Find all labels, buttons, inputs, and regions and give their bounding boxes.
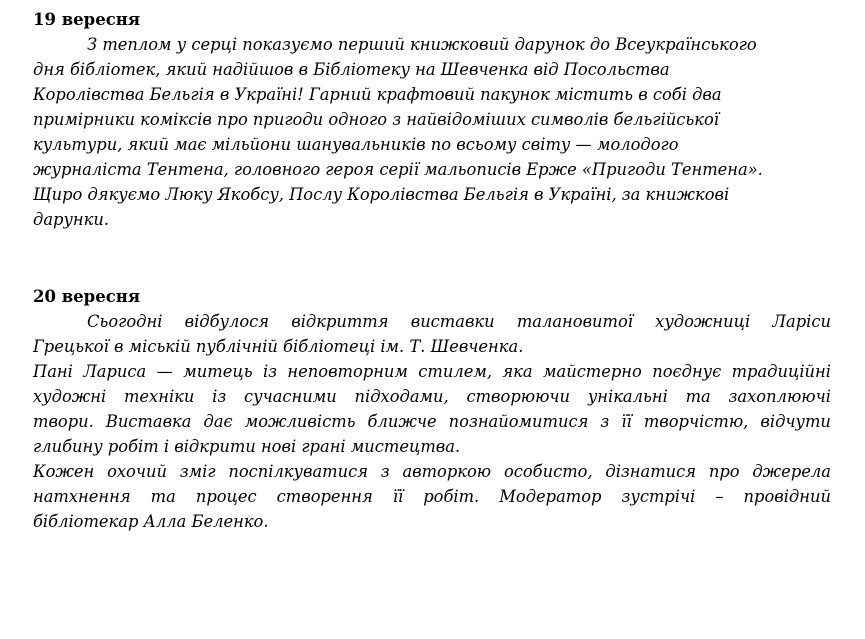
word: відбулося — [184, 312, 270, 331]
entry-text-line — [33, 384, 831, 409]
word: зміг — [179, 462, 216, 481]
word: захоплюючі — [728, 387, 831, 406]
entry-date: 20 вересня — [33, 287, 141, 306]
word: Ларіси — [772, 312, 831, 331]
entry-text-line — [33, 409, 831, 434]
word: із — [262, 362, 278, 381]
word: відчути — [760, 412, 831, 431]
entry-text-line: культури, який має мільйони шанувальників по всьому світу — молодого — [33, 135, 679, 154]
word: охочий — [107, 462, 167, 481]
word: з — [600, 412, 610, 431]
word: майстерно — [543, 362, 642, 381]
word: художниці — [655, 312, 751, 331]
word: та — [150, 487, 176, 506]
word: зустрічі — [621, 487, 696, 506]
word: познайомитися — [448, 412, 589, 431]
word: митець — [183, 362, 253, 381]
entry-text-line: глибину робіт і відкрити нові грані мистецтва. — [33, 437, 461, 456]
word: Виставка — [105, 412, 192, 431]
word: натхнення — [33, 487, 131, 506]
news-entry-sep-20 — [33, 284, 831, 534]
entry-text-line: журналіста Тентена, головного героя серії мальописів Ерже «Пригоди Тентена». — [33, 160, 763, 179]
word: ближче — [367, 412, 437, 431]
word: Кожен — [33, 462, 95, 481]
word: традиційні — [731, 362, 831, 381]
word: яка — [502, 362, 533, 381]
entry-text-line — [33, 459, 831, 484]
word: талановитої — [516, 312, 633, 331]
news-entry-sep-19 — [33, 7, 831, 232]
word: поєднує — [652, 362, 722, 381]
word: процес — [195, 487, 257, 506]
word: джерела — [752, 462, 831, 481]
word: з — [380, 462, 390, 481]
entry-text-line: бібліотекар Алла Беленко. — [33, 512, 269, 531]
entry-text-line: Грецької в міській публічній бібліотеці ім. Т. Шевченка. — [33, 337, 524, 356]
word: унікальні — [587, 387, 668, 406]
word: із — [212, 387, 227, 406]
entry-text-line — [33, 309, 831, 334]
word: можливість — [244, 412, 356, 431]
word: Пані — [33, 362, 73, 381]
word: художні — [33, 387, 107, 406]
entry-text-line: Королівства Бельгія в Україні! Гарний крафтовий пакунок містить в собі два — [33, 85, 722, 104]
word: творчістю, — [643, 412, 749, 431]
entry-text-line — [33, 484, 831, 509]
word: про — [708, 462, 740, 481]
entry-text-line: Щиро дякуємо Люку Якобсу, Послу Королівства Бельгія в Україні, за книжкові — [33, 185, 730, 204]
word: виставки — [410, 312, 495, 331]
word: — — [156, 362, 173, 381]
word: техніки — [123, 387, 195, 406]
word: робіт. — [423, 487, 480, 506]
entry-text-line: дарунки. — [33, 210, 110, 229]
word: особисто, — [503, 462, 593, 481]
word: дізнатися — [605, 462, 697, 481]
word: поспілкуватися — [228, 462, 368, 481]
word: авторкою — [402, 462, 492, 481]
word: її — [621, 412, 632, 431]
word: створюючи — [466, 387, 571, 406]
word: створення — [276, 487, 373, 506]
word: підходами, — [354, 387, 449, 406]
entry-text-line: З теплом у серці показуємо перший книжковий дарунок до Всеукраїнського — [87, 35, 757, 54]
word: провідний — [743, 487, 831, 506]
word: та — [685, 387, 711, 406]
word: відкриття — [291, 312, 389, 331]
word: твори. — [33, 412, 94, 431]
entry-text-line: примірники коміксів про пригоди одного з найвідоміших символів бельгійської — [33, 110, 719, 129]
entry-text-line — [33, 359, 831, 384]
entry-date: 19 вересня — [33, 10, 141, 29]
word: її — [392, 487, 404, 506]
word: – — [715, 487, 724, 506]
word: дає — [203, 412, 233, 431]
word: неповторним — [287, 362, 408, 381]
word: сучасними — [244, 387, 337, 406]
word: Лариса — [83, 362, 147, 381]
word: Модератор — [499, 487, 602, 506]
word: Сьогодні — [87, 312, 163, 331]
word: стилем, — [418, 362, 493, 381]
entry-text-line: дня бібліотек, який надійшов в Бібліотеку на Шевченка від Посольства — [33, 60, 670, 79]
